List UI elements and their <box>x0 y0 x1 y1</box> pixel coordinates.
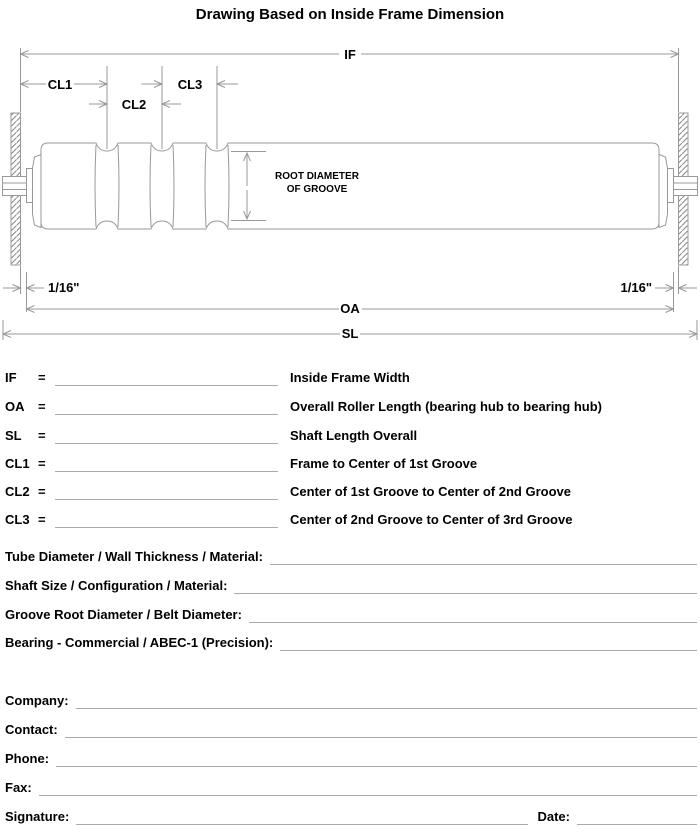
cl3-input-line[interactable] <box>55 511 278 528</box>
spec-label: Bearing - Commercial / ABEC-1 (Precision): <box>5 635 274 650</box>
equals-sign: = <box>38 428 46 443</box>
spec-label: Tube Diameter / Wall Thickness / Material: <box>5 549 263 564</box>
dim-abbr: OA <box>5 399 25 414</box>
hub-cap-right <box>659 155 668 228</box>
tube-spec-input-line[interactable] <box>270 548 697 565</box>
contact-row-company <box>5 692 697 709</box>
spec-row-groove <box>5 606 697 623</box>
root-diameter-label-line2: OF GROOVE <box>286 184 348 195</box>
dim-gap-left <box>3 266 44 312</box>
signature-row <box>5 808 697 825</box>
dim-abbr: SL <box>5 428 22 443</box>
equals-sign: = <box>38 484 46 499</box>
equals-sign: = <box>38 399 46 414</box>
contact-row-fax <box>5 779 697 796</box>
roller-tube <box>41 143 659 229</box>
gap-label-left: 1/16" <box>48 280 80 295</box>
shaft-spec-input-line[interactable] <box>234 577 697 594</box>
equals-sign: = <box>38 456 46 471</box>
contact-input-line[interactable] <box>65 721 697 738</box>
sl-input-line[interactable] <box>55 427 278 444</box>
dim-row-oa <box>5 398 697 415</box>
spec-row-bearing <box>5 634 697 651</box>
dim-row-cl2 <box>5 483 697 500</box>
dim-desc: Shaft Length Overall <box>290 428 418 443</box>
date-label: Date: <box>537 809 570 824</box>
dim-row-cl3 <box>5 511 697 528</box>
fax-input-line[interactable] <box>39 779 697 796</box>
shaft-right <box>672 177 698 196</box>
spec-row-tube <box>5 548 697 565</box>
bearing-spec-input-line[interactable] <box>280 634 697 651</box>
dim-desc: Center of 2nd Groove to Center of 3rd Groove <box>290 512 573 527</box>
dim-label-cl1: CL1 <box>47 77 73 92</box>
dim-desc: Inside Frame Width <box>290 370 410 385</box>
spec-row-shaft <box>5 577 697 594</box>
dim-label-sl: SL <box>341 326 359 341</box>
spec-label: Shaft Size / Configuration / Material: <box>5 578 228 593</box>
spec-label: Groove Root Diameter / Belt Diameter: <box>5 607 242 622</box>
contact-label: Fax: <box>5 780 32 795</box>
roller-diagram <box>0 0 700 352</box>
contact-label: Company: <box>5 693 69 708</box>
root-diameter-label-line1: ROOT DIAMETER <box>275 171 359 182</box>
date-input-line[interactable] <box>577 808 697 825</box>
dim-row-cl1 <box>5 455 697 472</box>
hub-stub-right <box>668 169 674 203</box>
dim-abbr: IF <box>5 370 17 385</box>
contact-label: Phone: <box>5 751 50 766</box>
dim-label-oa: OA <box>340 301 360 316</box>
hub-cap-left <box>33 155 42 228</box>
dim-gap-right <box>655 266 697 312</box>
cl2-input-line[interactable] <box>55 483 278 500</box>
signature-input-line[interactable] <box>76 808 528 825</box>
hub-stub-left <box>27 169 33 203</box>
groove-spec-input-line[interactable] <box>249 606 697 623</box>
gap-label-right: 1/16" <box>620 280 652 295</box>
dim-abbr: CL3 <box>5 512 30 527</box>
contact-label: Contact: <box>5 722 58 737</box>
dim-abbr: CL2 <box>5 484 30 499</box>
phone-input-line[interactable] <box>56 750 697 767</box>
cl1-input-line[interactable] <box>55 455 278 472</box>
company-input-line[interactable] <box>76 692 697 709</box>
dim-row-sl <box>5 427 697 444</box>
dim-label-cl3: CL3 <box>177 77 203 92</box>
dim-desc: Center of 1st Groove to Center of 2nd Groove <box>290 484 571 499</box>
equals-sign: = <box>38 370 46 385</box>
signature-label: Signature: <box>5 809 70 824</box>
dim-row-if <box>5 369 697 386</box>
dim-abbr: CL1 <box>5 456 30 471</box>
dim-label-cl2: CL2 <box>121 97 147 112</box>
dim-label-if: IF <box>344 47 356 62</box>
shaft-left <box>3 177 29 196</box>
dim-desc: Overall Roller Length (bearing hub to bearing hub) <box>290 399 603 414</box>
equals-sign: = <box>38 512 46 527</box>
if-input-line[interactable] <box>55 369 278 386</box>
oa-input-line[interactable] <box>55 398 278 415</box>
page-title: Drawing Based on Inside Frame Dimension <box>195 6 505 23</box>
contact-row-contact <box>5 721 697 738</box>
contact-row-phone <box>5 750 697 767</box>
dim-desc: Frame to Center of 1st Groove <box>290 456 478 471</box>
